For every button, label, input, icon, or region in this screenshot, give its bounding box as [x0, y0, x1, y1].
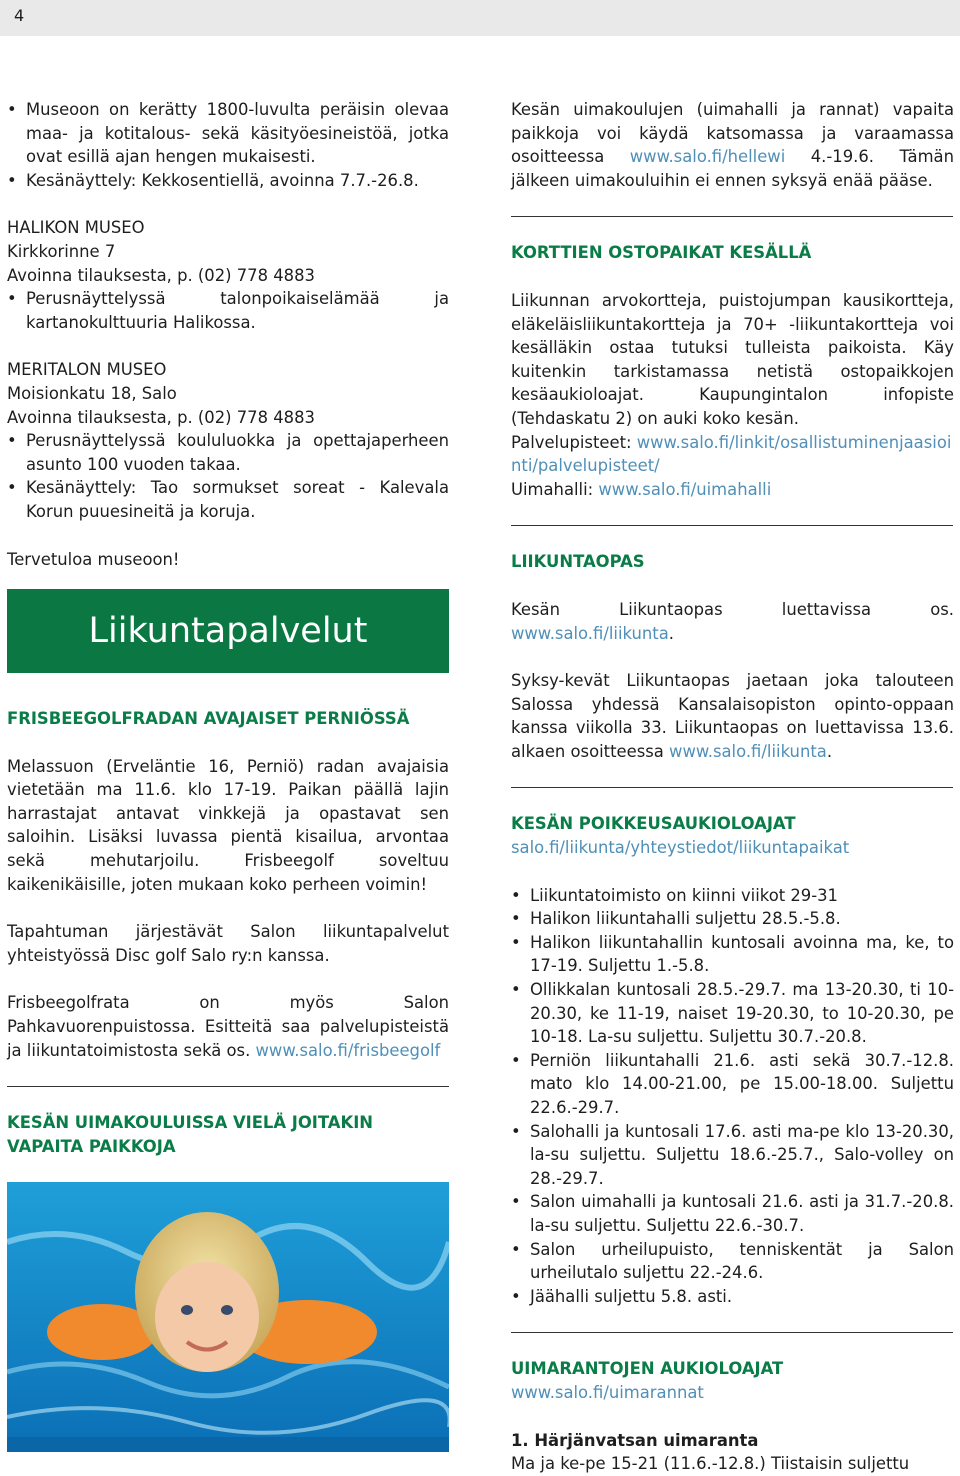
guide-paragraph-2 [511, 669, 954, 763]
swim-school-heading: KESÄN UIMAKOULUISSA VIELÄ JOITAKIN VAPAITA PAIKKOJA [7, 1113, 374, 1156]
list-item: • Halikon liikuntahalli suljettu 28.5.-5.8. [511, 907, 954, 931]
guide-paragraph-2-end: . [826, 741, 833, 761]
frisbee-paragraph-1: Melassuon (Erveläntie 16, Perniö) radan avajaisia vietetään ma 11.6. klo 17-19. Paikan päällä lajin harrastajat antavat vinkkejä ja opastavat sen saloihin. Lisäksi luvassa pientä kisailua, arvontaa sekä mehutarjoilu. Frisbeegolf soveltuu kaikenikäisille, joten mukaan koko perheen voimin! [7, 756, 449, 894]
service-points-label: Palvelupisteet: [511, 432, 637, 452]
swim-school-text [511, 98, 954, 192]
hours-heading: KESÄN POIKKEUSAUKIOLOAJAT [511, 814, 796, 834]
meritalon-museum-open: Avoinna tilauksesta, p. (02) 778 4883 [7, 407, 315, 427]
page-header-bar [0, 0, 960, 36]
welcome-text: Tervetuloa museoon! [7, 549, 180, 569]
frisbee-paragraph-3-text: Frisbeegolfrata on myös Salon Pahkavuorenpuistossa. Esitteitä saa palvelupisteistä ja liikuntatoimistosta sekä os. [7, 993, 449, 1060]
guide-paragraph-1-end: . [668, 623, 674, 643]
swimming-hall-line [511, 478, 954, 502]
guide-heading: LIIKUNTAOPAS [511, 552, 645, 572]
guide-paragraph-1-text: Kesän Liikuntaopas luettavissa os. [511, 599, 954, 619]
child-swimming-photo [7, 1182, 449, 1452]
museum-intro-bullets [7, 98, 449, 192]
meritalon-museum-bullets [7, 429, 449, 523]
meritalon-museum-address: Moisionkatu 18, Salo [7, 383, 177, 403]
frisbeegolf-link[interactable]: www.salo.fi/frisbeegolf [255, 1040, 441, 1060]
beaches-link[interactable]: www.salo.fi/uimarannat [511, 1382, 704, 1402]
list-item: • Salon uimahalli ja kuntosali 21.6. asti ja 31.7.-20.8. la-su suljettu. Suljettu 22.6.-30.7. [511, 1190, 954, 1237]
list-item: • Kesänäyttely: Kekkosentiellä, avoinna 7.7.-26.8. [7, 169, 449, 193]
service-points-line [511, 431, 954, 478]
page-number: 4 [14, 6, 25, 25]
swim-school-text-b: 4.-19.6. Tämän jälkeen uimakouluihin ei ennen syksyä enää pääse. [511, 147, 954, 190]
guide-paragraph-2-text: Syksy-kevät Liikuntaopas jaetaan joka talouteen Salossa yhdessä Kansalaisopiston opinto-oppaan kanssa viikolla 33. Liikuntaopas on luettavissa 13.6. alkaen osoitteessa [511, 671, 954, 761]
exception-hours-list [511, 884, 954, 1309]
frisbee-heading: FRISBEEGOLFRADAN AVAJAISET PERNIÖSSÄ [7, 709, 410, 729]
meritalon-museum-name: MERITALON MUSEO [7, 360, 167, 380]
cards-text: Liikunnan arvokortteja, puistojumpan kausikortteja, eläkeläisliikuntakortteja ja 70+ -liikuntakortteja voi kesälläkin ostaa tutuksi tulleista paikoista. Käy kuitenkin tarkistamassa netistä ostopaikkojen kesäaukioloajat. Kaupungintalon infopiste (Tehdaskatu 2) on auki koko kesän. [511, 290, 954, 428]
frisbee-paragraph-2: Tapahtuman järjestävät Salon liikuntapalvelut yhteistyössä Disc golf Salo ry:n kanssa. [7, 922, 449, 965]
halikon-museum-address: Kirkkorinne 7 [7, 241, 116, 261]
list-item: • Ollikkalan kuntosali 28.5.-29.7. ma 13-20.30, ti 10-20.30, ke 11-19, naiset 19-20.30, to 10-20.30, pe 10-18. La-su suljettu. Suljettu 30.7.-20.8. [511, 978, 954, 1049]
beaches-heading: UIMARANTOJEN AUKIOLOAJAT [511, 1359, 784, 1379]
section-banner: Liikuntapalvelut [7, 589, 449, 673]
beach-name: 1. Härjänvatsan uimaranta [511, 1430, 759, 1450]
hellewi-link[interactable]: www.salo.fi/hellewi [629, 147, 786, 167]
list-item: • Jäähalli suljettu 5.8. asti. [511, 1285, 954, 1309]
swimming-hall-link[interactable]: www.salo.fi/uimahalli [598, 479, 772, 499]
list-item: • Salon urheilupuisto, tenniskentät ja Salon urheilutalo suljettu 22.-24.6. [511, 1238, 954, 1285]
service-points-link[interactable]: www.salo.fi/linkit/osallistuminenjaasiointi/palvelupisteet/ [511, 432, 952, 476]
guide-paragraph-1 [511, 598, 954, 645]
list-item: • Halikon liikuntahallin kuntosali avoinna ma, ke, to 17-19. Suljettu 1.-5.8. [511, 931, 954, 978]
hours-link[interactable]: salo.fi/liikunta/yhteystiedot/liikuntapaikat [511, 838, 850, 858]
halikon-museum-name: HALIKON MUSEO [7, 218, 145, 238]
cards-heading: KORTTIEN OSTOPAIKAT KESÄLLÄ [511, 243, 812, 263]
list-item: • Liikuntatoimisto on kiinni viikot 29-31 [511, 884, 954, 908]
right-column [511, 98, 954, 1476]
list-item: • Kesänäyttely: Tao sormukset soreat - Kalevala Korun puuesineitä ja koruja. [7, 476, 449, 523]
beach-hours: Ma ja ke-pe 15-21 (11.6.-12.8.) Tiistaisin suljettu [511, 1454, 910, 1474]
list-item: • Perusnäyttelyssä koululuokka ja opettajaperheen asunto 100 vuoden takaa. [7, 429, 449, 476]
list-item: • Museoon on kerätty 1800-luvulta peräisin olevaa maa- ja kotitalous- sekä käsityöesineistöä, jotka ovat esillä ajan hengen mukaisesti. [7, 98, 449, 169]
frisbee-paragraph-3 [7, 991, 449, 1062]
halikon-museum-bullets [7, 287, 449, 334]
swim-school-text-a: Kesän uimakoulujen (uimahalli ja rannat) vapaita paikkoja voi käydä katsomassa ja varaamassa osoitteessa [511, 100, 954, 167]
guide-link[interactable]: www.salo.fi/liikunta [511, 623, 669, 643]
left-column [7, 98, 449, 1452]
swimming-hall-label: Uimahalli: [511, 479, 599, 499]
guide-link-2[interactable]: www.salo.fi/liikunta [669, 741, 827, 761]
list-item: • Perusnäyttelyssä talonpoikaiselämää ja kartanokulttuuria Halikossa. [7, 287, 449, 334]
list-item: • Salohalli ja kuntosali 17.6. asti ma-pe klo 13-20.30, la-su suljettu. Suljettu 18.6.-25.7., Salo-volley on 28.-29.7. [511, 1120, 954, 1191]
list-item: • Perniön liikuntahalli 21.6. asti sekä 30.7.-12.8. mato klo 14.00-21.00, pe 15.00-18.00. Suljettu 22.6.-29.7. [511, 1049, 954, 1120]
halikon-museum-open: Avoinna tilauksesta, p. (02) 778 4883 [7, 265, 315, 285]
